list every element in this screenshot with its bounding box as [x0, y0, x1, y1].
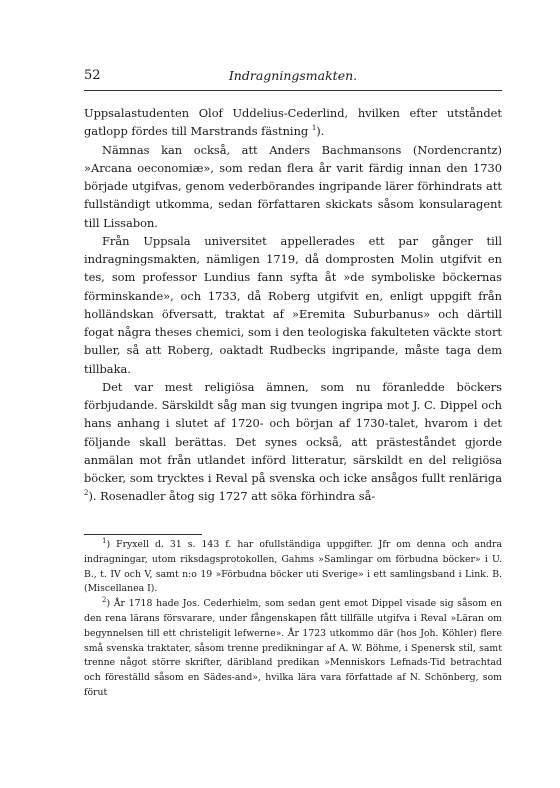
header-rule — [84, 90, 502, 91]
footnote: $^1$) Fryxell d. 31 s. 143 f. har ofullständiga uppgifter. Jfr om denna och andra indragningar, utom riksdagsprotokollen, Gahms »Samlingar om förbudna böcker» i U. B., t. IV och V, samt n:o 19 »Förbudna böcker uti Sverige» i ett samlingsband i Link. B. (Miscellanea I). — [84, 536, 502, 595]
main-text — [84, 104, 502, 506]
footnote: $^2$) År 1718 hade Jos. Cederhielm, som sedan gent emot Dippel visade sig såsom en den rena lärans försvarare, under fångenskapen fått tillfälle utgifva i Reval »Läran om begynnelsen till ett christeligit lefwerne». År 1723 utkommo där (hos Joh. Köhler) flere små svenska traktater, såsom trenne predikningar af A. W. Böhme, i Spenersk stil, samt trenne något större skrifter, däribland predikan »Menniskors Lefnads-Tid betrachtad och föreställd såsom en Sädes-and», hvilka lära vara författade af N. Schönberg, som förut — [84, 596, 502, 698]
paragraph: Uppsalastudenten Olof Uddelius-Cederlind, hvilken efter utståndet gatlopp fördes till Marstrands fästning $^1$). — [84, 106, 502, 139]
footnote-ref: 2 — [84, 489, 89, 498]
page-number: 52 — [84, 68, 101, 83]
paragraph: Det var mest religiösa ämnen, som nu föranledde böckers förbjudande. Särskildt såg man sig tvungen ingripa mot J. C. Dippel och hans anhang i slutet af 1720- och början af 1730-talet, hvarom i det följande skall berättas. Det synes också, att prästeståndet gjorde anmälan mot från utlandet införd litteratur, särskildt en del religiösa böcker, som trycktes i Reval på svenska och icke ansågos fullt renläriga $^2$). Rosenadler åtog sig 1727 att söka förhindra så- — [84, 379, 502, 504]
paragraph: Nämnas kan också, att Anders Bachmansons (Nordencrantz) »Arcana oeconomiæ», som redan flera år varit färdig innan den 1730 började utgifvas, genom vederbörandes ingripande lärer förhindrats att fullständigt utkomma, sedan författaren skickats såsom konsularagent till Lissabon. — [84, 142, 502, 230]
running-title: Indragningsmakten. — [228, 68, 358, 83]
paragraph: Från Uppsala universitet appellerades ett par gånger till indragningsmakten, nämligen 1719, då domprosten Molin utgifvit en tes, som professor Lundius fann syfta åt »de symboliske böckernas förminskande», och 1733, då Roberg utgifvit en, enligt uppgift från holländskan öfversatt, traktat af »Eremita Suburbanus» och därtill fogat några theses chemici, som i den teologiska fakulteten väckte stort buller, så att Roberg, oaktadt Rudbecks ingripande, måste taga dem tillbaka. — [84, 233, 502, 376]
footnote-mark: 1 — [102, 536, 107, 545]
page-header — [84, 68, 502, 86]
footnotes — [84, 538, 502, 701]
footnote-ref: 1 — [311, 124, 317, 133]
footnote-rule — [84, 534, 202, 535]
footnote-mark: 2 — [102, 596, 107, 605]
